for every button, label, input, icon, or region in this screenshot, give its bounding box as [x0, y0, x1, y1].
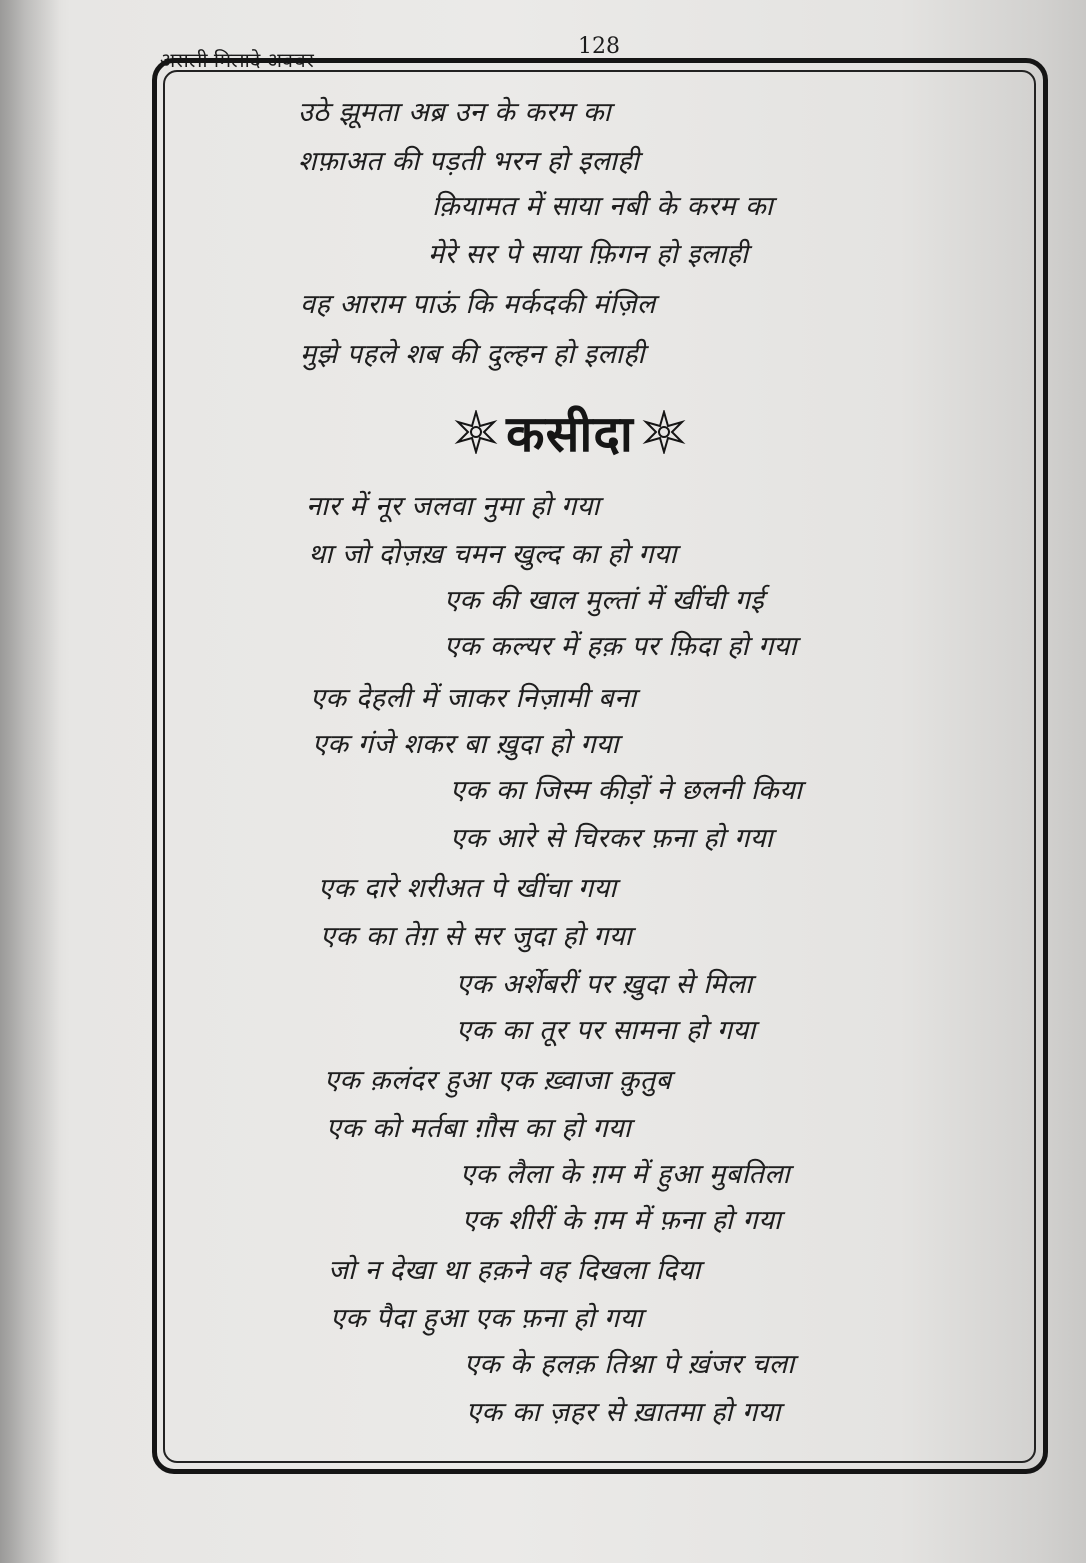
- flower-icon: [642, 410, 686, 454]
- qasida-line: एक गंजे शकर बा ख़ुदा हो गया: [312, 729, 620, 760]
- qasida-line: एक आरे से चिरकर फ़ना हो गया: [450, 823, 773, 854]
- qasida-line: एक शीरीं के ग़म में फ़ना हो गया: [462, 1205, 782, 1236]
- page-number: 128: [578, 34, 620, 59]
- qasida-line: एक के हलक़ तिश्ना पे ख़ंजर चला: [464, 1349, 795, 1380]
- qasida-line: एक पैदा हुआ एक फ़ना हो गया: [330, 1303, 643, 1334]
- section-title: कसीदा: [506, 405, 634, 463]
- qasida-line: एक क़लंदर हुआ एक ख़्वाजा क़ुतुब: [324, 1065, 672, 1096]
- qasida-line: एक का ज़हर से ख़ातमा हो गया: [466, 1397, 781, 1428]
- running-header-title: असली मिलादे अक्बर: [160, 48, 314, 72]
- qasida-line: एक दारे शरीअत पे खींचा गया: [318, 873, 617, 904]
- qasida-line: नार में नूर जलवा नुमा हो गया: [306, 491, 600, 522]
- verse-line: क़ियामत में साया नबी के करम का: [432, 191, 774, 222]
- qasida-line: एक कल्यर में हक़ पर फ़िदा हो गया: [444, 631, 797, 662]
- qasida-line: एक का जिस्म कीड़ों ने छलनी किया: [450, 775, 803, 806]
- qasida-line: एक लैला के ग़म में हुआ मुबतिला: [460, 1159, 791, 1190]
- verse-line: मेरे सर पे साया फ़िगन हो इलाही: [428, 239, 749, 270]
- qasida-line: जो न देखा था हक़ने वह दिखला दिया: [328, 1255, 701, 1286]
- section-heading: [440, 392, 700, 472]
- verse-line: शफ़ाअत की पड़ती भरन हो इलाही: [298, 146, 640, 177]
- spine-shadow: [0, 0, 60, 1563]
- qasida-line: था जो दोज़ख़ चमन खुल्द का हो गया: [308, 539, 678, 570]
- qasida-line: एक की खाल मुल्तां में खींची गई: [444, 585, 765, 616]
- flower-icon: [454, 410, 498, 454]
- verse-line: मुझे पहले शब की दुल्हन हो इलाही: [300, 339, 646, 370]
- qasida-line: एक का तूर पर सामना हो गया: [456, 1015, 756, 1046]
- verse-line: उठे झूमता अब्र उन के करम का: [298, 97, 612, 128]
- qasida-line: एक का तेग़ से सर जुदा हो गया: [320, 921, 633, 952]
- qasida-line: एक अर्शेबरीं पर ख़ुदा से मिला: [456, 969, 753, 1000]
- qasida-line: एक देहली में जाकर निज़ामी बना: [310, 683, 637, 714]
- qasida-line: एक को मर्तबा ग़ौस का हो गया: [326, 1113, 632, 1144]
- verse-line: वह आराम पाऊं कि मर्कदकी मंज़िल: [300, 289, 656, 320]
